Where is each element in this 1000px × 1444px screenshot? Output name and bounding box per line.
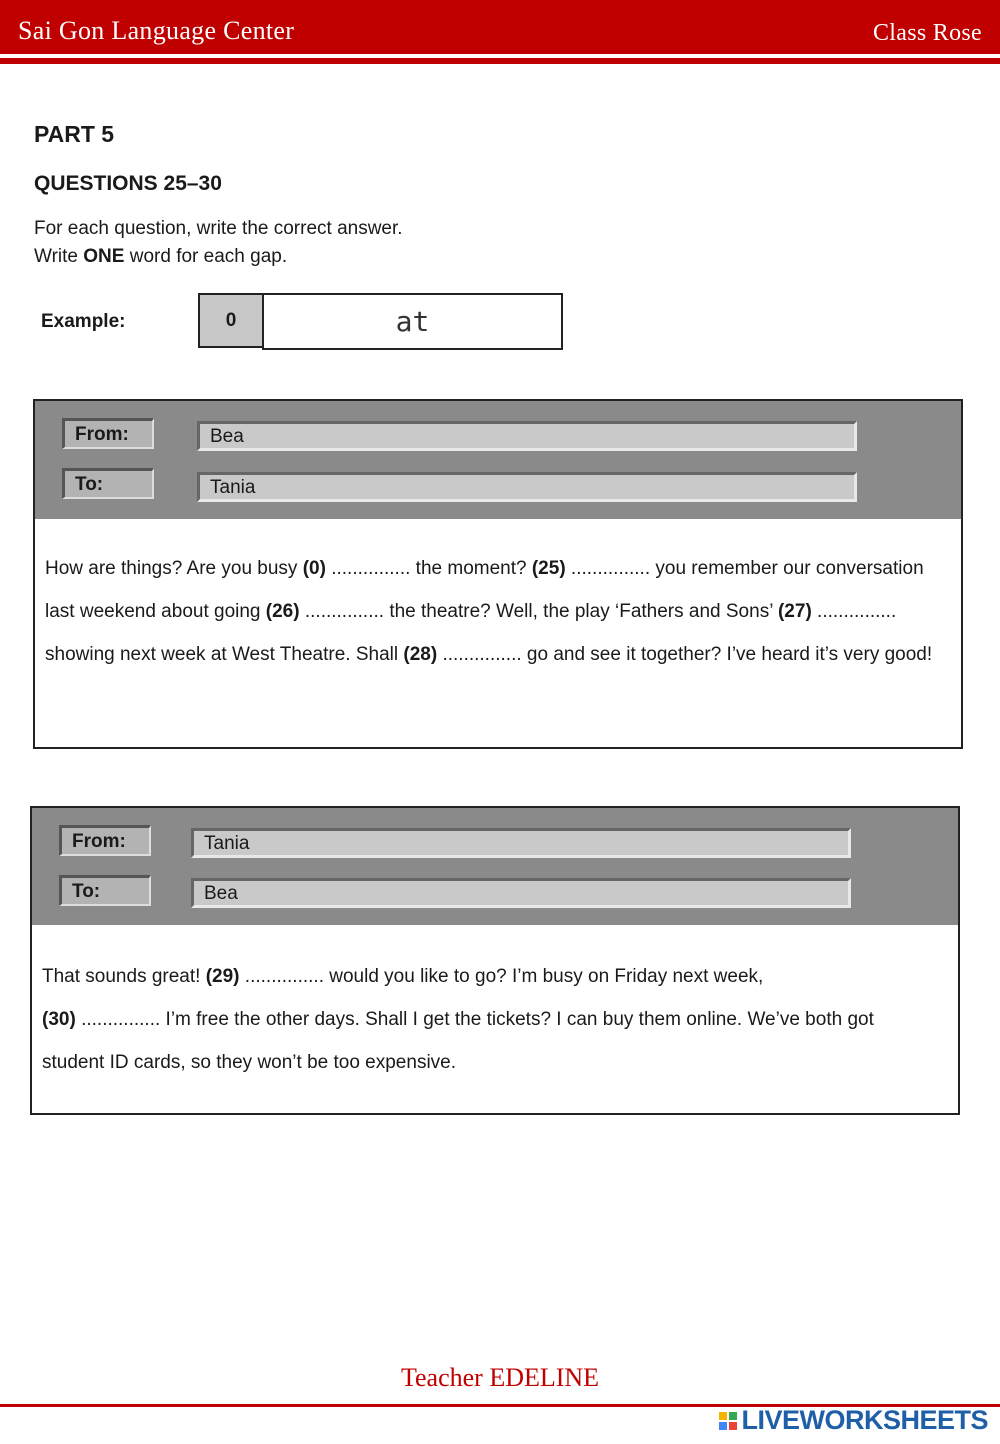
header-divider (0, 58, 1000, 64)
gap-25: (25) (531, 558, 566, 579)
from-label: From: (62, 418, 154, 449)
to-label: To: (62, 468, 154, 499)
from-field: Bea (197, 421, 857, 451)
gap-0: (0) (302, 558, 326, 579)
from-field: Tania (191, 828, 851, 858)
body-text: ............... go and see it together? I’ve heard it’s very good! (437, 644, 933, 665)
liveworksheets-logo[interactable] (719, 1405, 988, 1436)
example-number: 0 (198, 293, 264, 348)
body-text: ............... the moment? (325, 558, 532, 579)
instruction-line-2 (34, 246, 287, 268)
gap-27: (27) (777, 601, 812, 622)
to-label: To: (59, 875, 151, 906)
gap-29: (29) (205, 966, 240, 987)
email-2 (30, 806, 960, 1115)
to-field: Tania (197, 472, 857, 502)
instruction-emphasis: ONE (83, 246, 125, 267)
gap-28: (28) (403, 644, 438, 665)
body-text: How are things? Are you busy (45, 558, 303, 579)
center-name: Sai Gon Language Center (18, 16, 295, 45)
body-text: ............... would you like to go? I’m busy on Friday next week, (239, 966, 764, 987)
email-1-body (45, 547, 955, 676)
example-answer-box: at (262, 293, 563, 350)
email-2-body (42, 955, 922, 1084)
example-label: Example: (41, 311, 126, 332)
instruction-text: Write (34, 246, 84, 267)
body-text: ............... you remember our conversation last weekend about going (45, 558, 924, 622)
from-label: From: (59, 825, 151, 856)
liveworksheets-icon (719, 1412, 737, 1430)
body-text: That sounds great! (42, 966, 206, 987)
teacher-name: Teacher EDELINE (400, 1363, 600, 1392)
header-bar (0, 0, 1000, 54)
questions-title: QUESTIONS 25–30 (34, 172, 222, 195)
gap-30: (30) (42, 1009, 76, 1030)
email-1 (33, 399, 963, 749)
to-field: Bea (191, 878, 851, 908)
gap-26: (26) (265, 601, 300, 622)
body-text: ............... I’m free the other days. Shall I get the tickets? I can buy them online. We’ve both got student ID cards, so they won’t be too expensive. (42, 1009, 874, 1073)
email-2-header (32, 808, 958, 925)
part-title: PART 5 (34, 121, 115, 147)
body-text: ............... the theatre? Well, the play ‘Fathers and Sons’ (299, 601, 778, 622)
brand-text: LIVEWORKSHEETS (741, 1405, 988, 1435)
body-text: ............... showing next week at West Theatre. Shall (45, 601, 897, 665)
instruction-text: word for each gap. (124, 246, 288, 267)
class-name: Class Rose (872, 20, 982, 46)
email-1-header (35, 401, 961, 519)
instruction-line-1: For each question, write the correct answer. (34, 218, 403, 239)
